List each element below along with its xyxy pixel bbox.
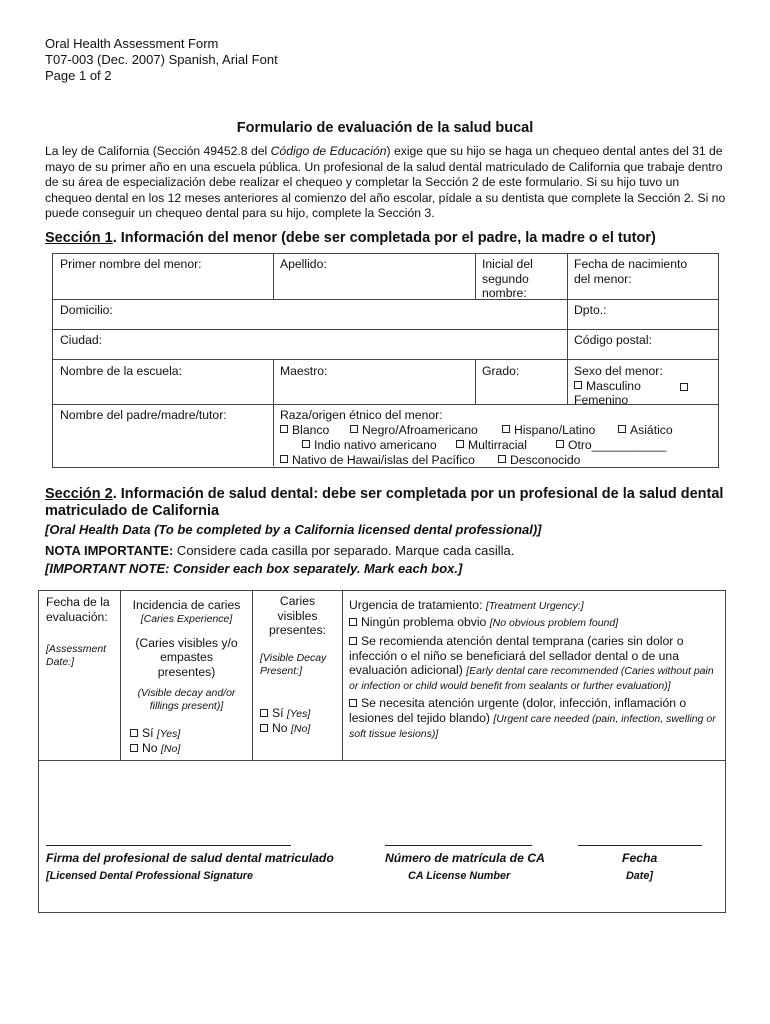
sex-label: Sexo del menor:	[574, 364, 663, 378]
important-note-english: [IMPORTANT NOTE: Consider each box separately. Mark each box.]	[45, 561, 463, 576]
no-problem-checkbox[interactable]	[349, 618, 357, 626]
apt-field[interactable]: Dpto.:	[574, 303, 607, 317]
race-label: Raza/origen étnico del menor:	[280, 408, 443, 422]
hispanic-label: Hispano/Latino	[514, 422, 596, 437]
sex-group	[574, 364, 714, 408]
signature-line[interactable]	[46, 845, 291, 846]
first-name-field[interactable]: Primer nombre del menor:	[60, 257, 202, 271]
section-2-label: Sección 2	[45, 486, 113, 502]
assessment-date-field[interactable]	[46, 595, 110, 624]
caries-exp-yes-label: Sí	[142, 726, 154, 740]
teacher-field[interactable]: Maestro:	[280, 364, 328, 378]
caries-exp-no-en: [No]	[160, 743, 181, 755]
caries-paren-en-line-2: fillings present)]	[149, 700, 224, 712]
urgency-option-2[interactable]	[349, 634, 719, 693]
col-divider-c	[567, 253, 568, 404]
s2-col-divider-3	[342, 590, 343, 760]
visible-decay-en-line-2: Present:]	[260, 665, 303, 677]
license-line[interactable]	[385, 845, 532, 846]
caries-experience-no[interactable]	[130, 741, 180, 756]
caries-experience-yes[interactable]	[130, 726, 180, 741]
urgent-care-checkbox[interactable]	[349, 699, 357, 707]
early-care-english: [Early dental care recommended (Caries without pain or infection or child would benefit from sealants or further evaluation)]	[349, 665, 714, 692]
row-divider-2	[52, 329, 718, 330]
address-field[interactable]: Domicilio:	[60, 303, 113, 317]
important-note	[45, 543, 514, 558]
col-divider-a1	[273, 253, 274, 299]
caries-paren-text	[121, 636, 252, 680]
header-line-2: T07-003 (Dec. 2007) Spanish, Arial Font	[45, 52, 278, 67]
multiracial-checkbox[interactable]	[456, 440, 464, 448]
visible-caries-line-1: Caries	[279, 594, 316, 608]
note-label: NOTA IMPORTANTE:	[45, 543, 174, 558]
section-1-label: Sección 1	[45, 230, 113, 246]
row-divider-1	[52, 299, 718, 300]
visible-decay-en-line-1: [Visible Decay	[260, 652, 327, 664]
section-1-heading	[45, 230, 656, 246]
male-checkbox[interactable]	[574, 381, 582, 389]
middle-initial-line-3: nombre:	[482, 286, 527, 300]
white-label: Blanco	[292, 422, 330, 437]
female-checkbox[interactable]	[680, 383, 688, 391]
date-label-line-2: evaluación:	[46, 609, 108, 624]
other-label: Otro___________	[568, 437, 667, 452]
intro-part-1: La ley de California (Sección 49452.8 del	[45, 144, 271, 158]
early-care-checkbox[interactable]	[349, 637, 357, 645]
note-text: Considere cada casilla por separado. Marque cada casilla.	[173, 543, 515, 558]
unknown-label: Desconocido	[510, 452, 581, 467]
other-checkbox[interactable]	[556, 440, 564, 448]
middle-initial-line-2: segundo	[482, 271, 529, 286]
race-group	[280, 408, 715, 468]
caries-exp-no-checkbox[interactable]	[130, 744, 138, 752]
urgent-care-label: Se necesita atención urgente (dolor, infección, inflamación o lesiones del tejido blando)	[349, 696, 687, 725]
multiracial-label: Multirracial	[468, 437, 527, 452]
row-divider-3	[52, 359, 718, 360]
city-field[interactable]: Ciudad:	[60, 333, 103, 347]
urgency-english: [Treatment Urgency:]	[485, 600, 584, 612]
date-line[interactable]	[578, 845, 702, 846]
birth-date-line-2: del menor:	[574, 271, 632, 286]
black-label: Negro/Afroamericano	[362, 422, 478, 437]
parent-name-field[interactable]: Nombre del padre/madre/tutor:	[60, 408, 227, 422]
zip-field[interactable]: Código postal:	[574, 333, 652, 347]
black-checkbox[interactable]	[350, 425, 358, 433]
asian-label: Asiático	[630, 422, 673, 437]
visible-caries-no[interactable]	[260, 721, 310, 736]
col-divider-a2	[273, 359, 274, 466]
birth-date-line-1: Fecha de nacimiento	[574, 257, 688, 271]
visible-caries-yes-label: Sí	[272, 706, 284, 720]
male-label: Masculino	[586, 378, 641, 393]
intro-code: Código de Educación	[270, 144, 387, 158]
date-signature-label: Fecha	[622, 851, 658, 865]
header-line-1: Oral Health Assessment Form	[45, 36, 219, 51]
section-1-title: . Información del menor (debe ser completada por el padre, la madre o el tutor)	[112, 230, 656, 246]
hispanic-checkbox[interactable]	[502, 425, 510, 433]
visible-caries-no-label: No	[272, 721, 288, 735]
visible-caries-line-2: visibles	[277, 608, 318, 623]
caries-exp-no-label: No	[142, 741, 158, 755]
grade-field[interactable]: Grado:	[482, 364, 520, 378]
col-divider-b2	[475, 359, 476, 404]
caries-paren-line-2: empastes	[160, 650, 213, 664]
visible-caries-yes-en: [Yes]	[286, 708, 311, 720]
form-title: Formulario de evaluación de la salud bucal	[236, 120, 534, 136]
unknown-checkbox[interactable]	[498, 455, 506, 463]
urgency-label: Urgencia de tratamiento:	[349, 598, 483, 612]
visible-caries-no-en: [No]	[290, 723, 311, 735]
caries-paren-line-1: (Caries visibles y/o	[135, 635, 238, 650]
signature-english: [Licensed Dental Professional Signature	[46, 870, 253, 882]
hawaiian-checkbox[interactable]	[280, 455, 288, 463]
early-care-label: Se recomienda atención dental temprana (caries sin dolor o infección o el niño se beneficiará del sellador dental o de una evaluación adicional)	[349, 634, 684, 677]
native-american-checkbox[interactable]	[302, 440, 310, 448]
intro-part-2: ) exige que su hijo se haga un chequeo dental antes del 31 de mayo de su primer año en una escuela pública. Un profesional de la salud dental matriculado de California que trabaje dentro de su área de especialización debe realizar el chequeo y completar la Sección 2 de este formulario. Si su hijo tuvo un chequeo dental en los 12 meses anteriores al comienzo del año escolar, pídale a su dentista que complete la Sección 2. Si no puede conseguir un chequeo dental para su hijo, complete la Sección 3.	[45, 144, 726, 221]
school-field[interactable]: Nombre de la escuela:	[60, 364, 182, 378]
visible-decay-english	[260, 652, 326, 678]
date-en-line-2: Date:]	[46, 656, 75, 668]
section-2-heading	[45, 486, 725, 520]
last-name-field[interactable]: Apellido:	[280, 257, 327, 271]
middle-initial-line-1: Inicial del	[482, 257, 533, 271]
caries-exp-yes-checkbox[interactable]	[130, 729, 138, 737]
female-label: Femenino	[574, 393, 629, 407]
caries-paren-english	[121, 687, 252, 713]
signature-label: Firma del profesional de salud dental matriculado	[46, 851, 334, 865]
visible-caries-label	[253, 594, 342, 638]
visible-caries-line-3: presentes:	[269, 623, 326, 637]
urgency-option-1[interactable]	[349, 615, 719, 630]
no-problem-label: Ningún problema obvio	[361, 615, 487, 629]
caries-experience-label: Incidencia de caries	[132, 598, 241, 612]
birth-date-field[interactable]	[574, 257, 687, 286]
caries-paren-en-line-1: (Visible decay and/or	[137, 687, 236, 699]
intro-paragraph	[45, 144, 727, 222]
middle-initial-field[interactable]	[482, 257, 533, 301]
caries-paren-line-3: presentes)	[157, 664, 216, 679]
date-label-line-1: Fecha de la	[46, 595, 110, 609]
date-en-line-1: [Assessment	[46, 643, 107, 655]
visible-caries-yes-checkbox[interactable]	[260, 709, 268, 717]
visible-caries-yes[interactable]	[260, 706, 310, 721]
asian-checkbox[interactable]	[618, 425, 626, 433]
no-problem-english: [No obvious problem found]	[489, 617, 619, 629]
visible-caries-no-checkbox[interactable]	[260, 724, 268, 732]
treatment-urgency-group	[349, 598, 719, 741]
white-checkbox[interactable]	[280, 425, 288, 433]
caries-experience-english: [Caries Experience]	[140, 612, 233, 625]
license-english: CA License Number	[408, 870, 511, 882]
license-label: Número de matrícula de CA	[385, 851, 545, 865]
col-divider-b1	[475, 253, 476, 299]
form-header	[45, 36, 278, 84]
section-2-title: . Información de salud dental: debe ser completada por un profesional de la salud dental matriculado de California	[45, 486, 724, 519]
caries-experience-group	[121, 598, 252, 713]
urgency-option-3[interactable]	[349, 696, 719, 741]
assessment-date-english	[46, 643, 106, 669]
section-2-row-divider	[38, 760, 725, 761]
date-signature-english: Date]	[626, 870, 653, 882]
section-2-english-title: [Oral Health Data (To be completed by a California licensed dental professional)]	[45, 522, 542, 537]
caries-exp-yes-en: [Yes]	[156, 728, 181, 740]
hawaiian-label: Nativo de Hawai/islas del Pacífico	[292, 452, 475, 467]
native-american-label: Indio nativo americano	[314, 437, 437, 452]
header-line-3: Page 1 of 2	[45, 68, 112, 83]
urgent-care-english: [Urgent care needed (pain, infection, swelling or soft tissue lesions)]	[349, 712, 716, 740]
